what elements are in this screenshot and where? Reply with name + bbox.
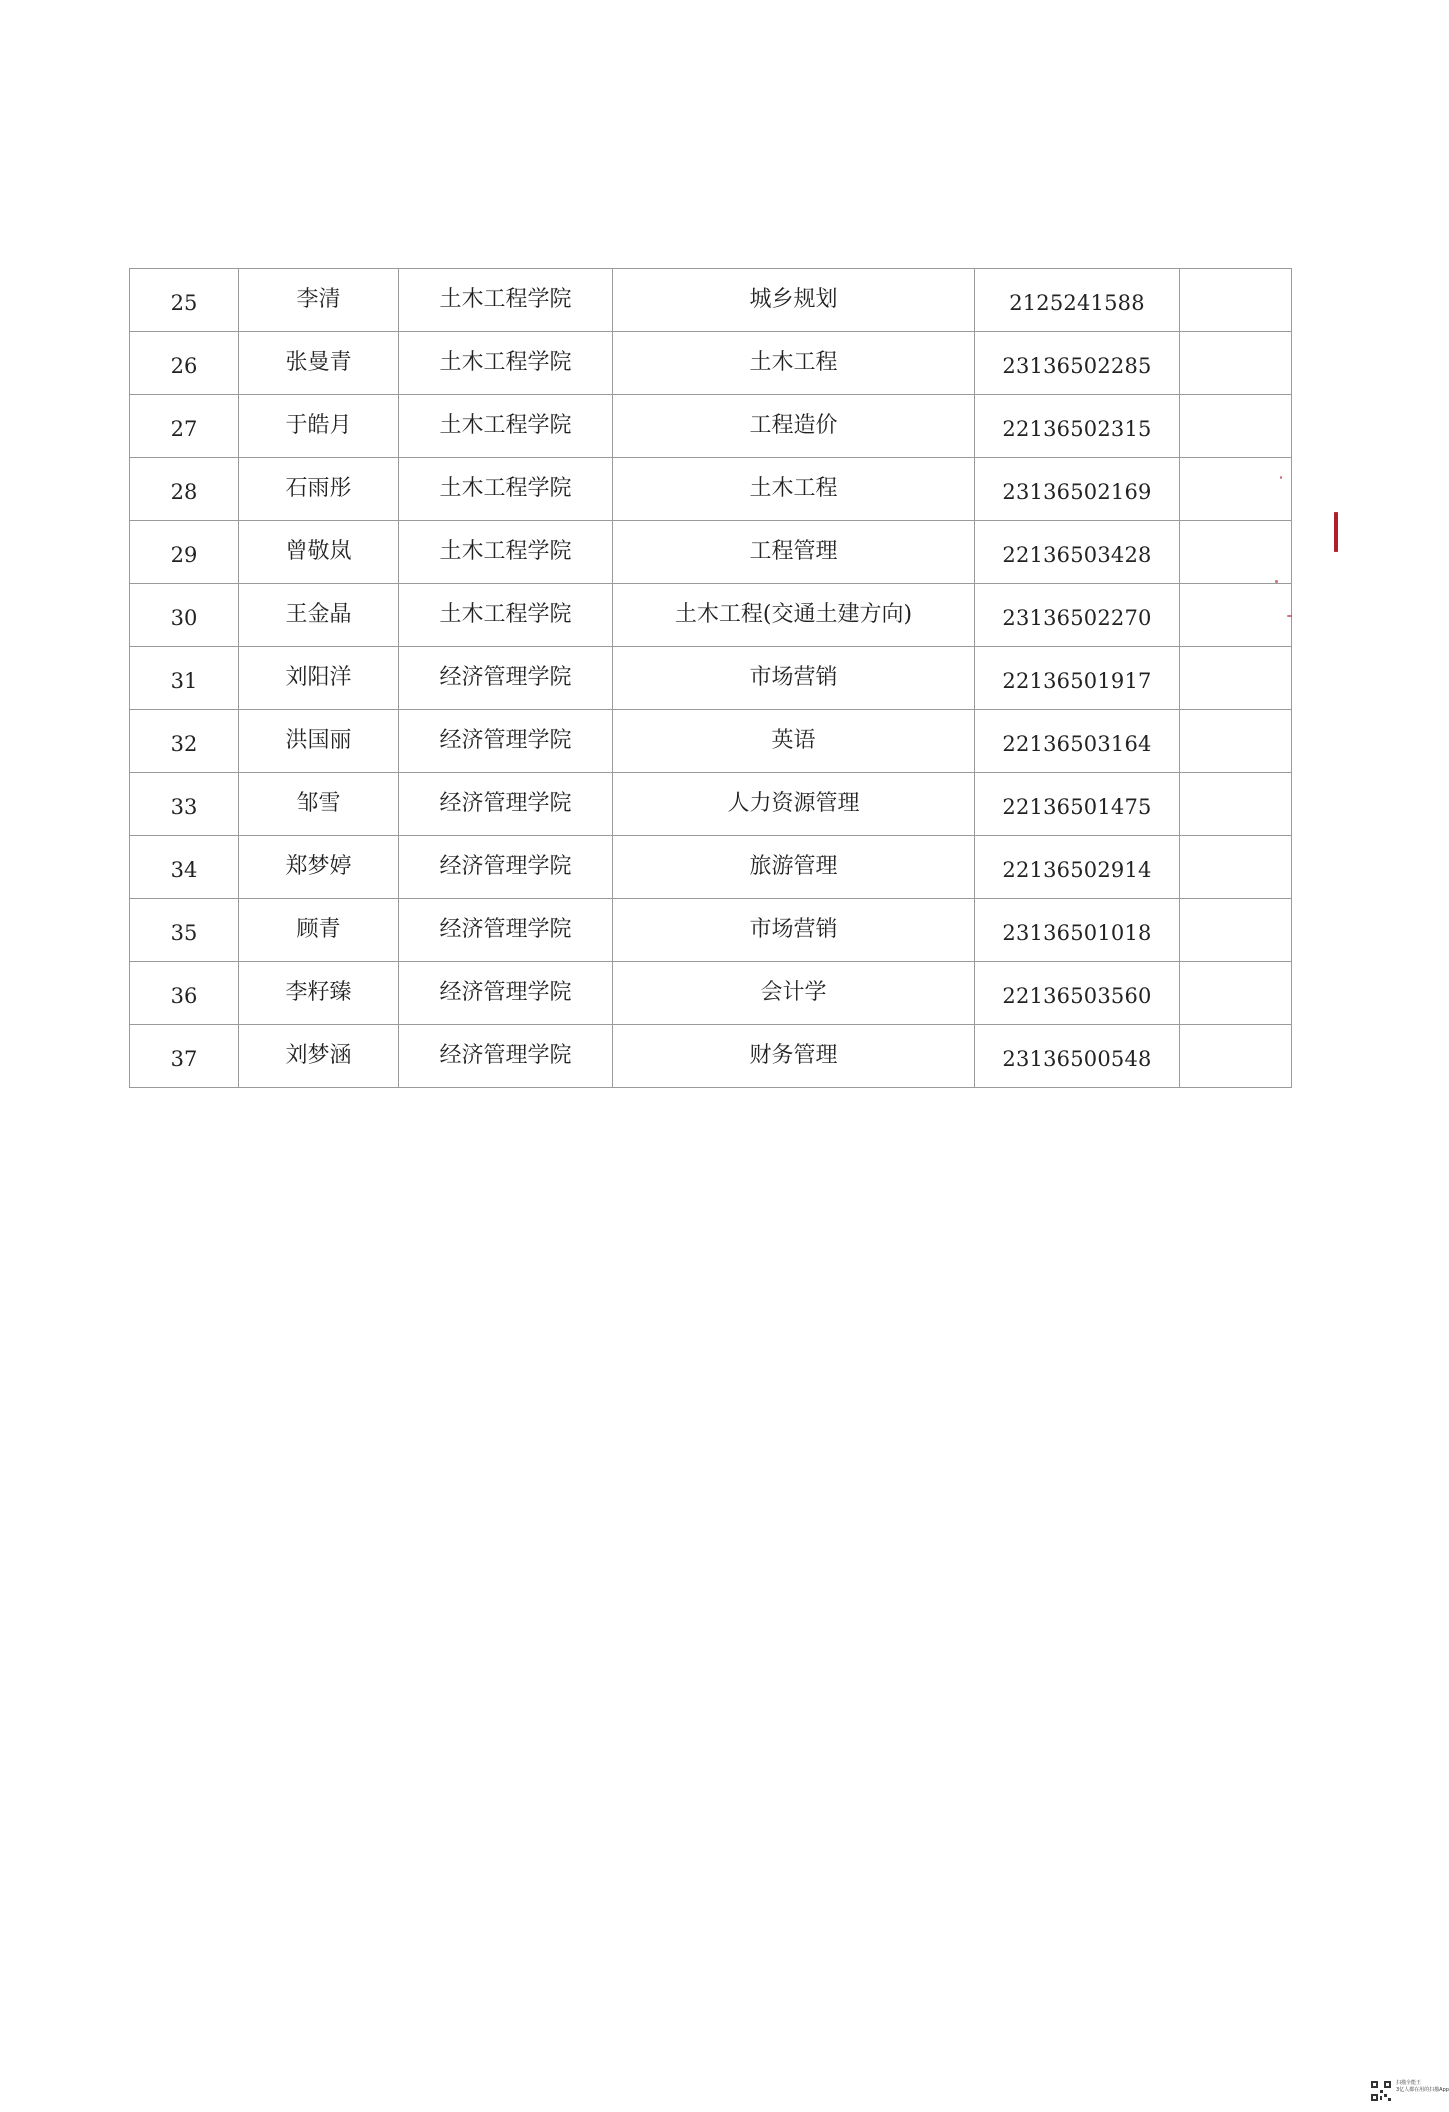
college-name: 经济管理学院 xyxy=(399,962,613,1025)
row-number: 28 xyxy=(130,458,239,521)
student-name: 郑梦婷 xyxy=(239,836,399,899)
college-name: 经济管理学院 xyxy=(399,1025,613,1088)
student-name: 顾青 xyxy=(239,899,399,962)
table-row xyxy=(130,395,1292,458)
table-row xyxy=(130,521,1292,584)
row-number: 33 xyxy=(130,773,239,836)
student-name: 李籽臻 xyxy=(239,962,399,1025)
remark-cell xyxy=(1180,521,1292,584)
major-name: 财务管理 xyxy=(613,1025,975,1088)
college-name: 土木工程学院 xyxy=(399,269,613,332)
student-id: 22136503560 xyxy=(975,962,1180,1025)
college-name: 经济管理学院 xyxy=(399,710,613,773)
major-name: 工程造价 xyxy=(613,395,975,458)
college-name: 经济管理学院 xyxy=(399,836,613,899)
student-id: 22136501475 xyxy=(975,773,1180,836)
college-name: 经济管理学院 xyxy=(399,899,613,962)
major-name: 市场营销 xyxy=(613,899,975,962)
remark-cell xyxy=(1180,710,1292,773)
student-name: 洪国丽 xyxy=(239,710,399,773)
remark-cell xyxy=(1180,332,1292,395)
major-name: 旅游管理 xyxy=(613,836,975,899)
college-name: 土木工程学院 xyxy=(399,584,613,647)
remark-cell xyxy=(1180,647,1292,710)
student-name: 张曼青 xyxy=(239,332,399,395)
college-name: 经济管理学院 xyxy=(399,647,613,710)
row-number: 34 xyxy=(130,836,239,899)
student-id: 22136501917 xyxy=(975,647,1180,710)
table-row xyxy=(130,332,1292,395)
watermark-line-2: 3亿人都在用的扫描App xyxy=(1396,2087,1449,2093)
remark-cell xyxy=(1180,773,1292,836)
student-id: 23136500548 xyxy=(975,1025,1180,1088)
student-name: 王金晶 xyxy=(239,584,399,647)
major-name: 人力资源管理 xyxy=(613,773,975,836)
major-name: 工程管理 xyxy=(613,521,975,584)
table-row xyxy=(130,836,1292,899)
seal-fragment xyxy=(1287,615,1292,617)
student-id: 23136501018 xyxy=(975,899,1180,962)
student-name: 邹雪 xyxy=(239,773,399,836)
major-name: 城乡规划 xyxy=(613,269,975,332)
student-id: 22136503428 xyxy=(975,521,1180,584)
major-name: 土木工程 xyxy=(613,458,975,521)
remark-cell xyxy=(1180,1025,1292,1088)
major-name: 土木工程 xyxy=(613,332,975,395)
row-number: 26 xyxy=(130,332,239,395)
table-row xyxy=(130,458,1292,521)
college-name: 经济管理学院 xyxy=(399,773,613,836)
table-row xyxy=(130,647,1292,710)
scanner-watermark xyxy=(1396,2080,1449,2094)
college-name: 土木工程学院 xyxy=(399,521,613,584)
major-name: 会计学 xyxy=(613,962,975,1025)
student-name: 刘阳洋 xyxy=(239,647,399,710)
college-name: 土木工程学院 xyxy=(399,458,613,521)
student-name: 石雨彤 xyxy=(239,458,399,521)
seal-fragment xyxy=(1280,476,1282,479)
remark-cell xyxy=(1180,899,1292,962)
major-name: 英语 xyxy=(613,710,975,773)
row-number: 36 xyxy=(130,962,239,1025)
row-number: 32 xyxy=(130,710,239,773)
table-row xyxy=(130,710,1292,773)
row-number: 27 xyxy=(130,395,239,458)
remark-cell xyxy=(1180,962,1292,1025)
row-number: 37 xyxy=(130,1025,239,1088)
row-number: 30 xyxy=(130,584,239,647)
row-number: 35 xyxy=(130,899,239,962)
seal-fragment xyxy=(1275,580,1278,583)
college-name: 土木工程学院 xyxy=(399,395,613,458)
student-name: 李清 xyxy=(239,269,399,332)
table-row xyxy=(130,1025,1292,1088)
student-id: 23136502270 xyxy=(975,584,1180,647)
table-row xyxy=(130,773,1292,836)
row-number: 25 xyxy=(130,269,239,332)
row-number: 31 xyxy=(130,647,239,710)
seal-fragment xyxy=(1334,512,1338,552)
watermark-line-1: 扫描全能王 xyxy=(1396,2080,1422,2086)
student-id: 23136502285 xyxy=(975,332,1180,395)
student-roster-table xyxy=(129,268,1292,1088)
table-row xyxy=(130,269,1292,332)
major-name: 市场营销 xyxy=(613,647,975,710)
student-id: 22136502315 xyxy=(975,395,1180,458)
student-id: 2125241588 xyxy=(975,269,1180,332)
qr-code-icon xyxy=(1370,2080,1392,2102)
remark-cell xyxy=(1180,584,1292,647)
student-id: 22136502914 xyxy=(975,836,1180,899)
table-row xyxy=(130,584,1292,647)
student-id: 23136502169 xyxy=(975,458,1180,521)
major-name: 土木工程(交通土建方向) xyxy=(613,584,975,647)
student-name: 于皓月 xyxy=(239,395,399,458)
remark-cell xyxy=(1180,458,1292,521)
student-name: 曾敬岚 xyxy=(239,521,399,584)
student-name: 刘梦涵 xyxy=(239,1025,399,1088)
remark-cell xyxy=(1180,395,1292,458)
student-id: 22136503164 xyxy=(975,710,1180,773)
remark-cell xyxy=(1180,836,1292,899)
roster-body xyxy=(130,269,1292,1088)
college-name: 土木工程学院 xyxy=(399,332,613,395)
table-row xyxy=(130,899,1292,962)
table-row xyxy=(130,962,1292,1025)
row-number: 29 xyxy=(130,521,239,584)
remark-cell xyxy=(1180,269,1292,332)
